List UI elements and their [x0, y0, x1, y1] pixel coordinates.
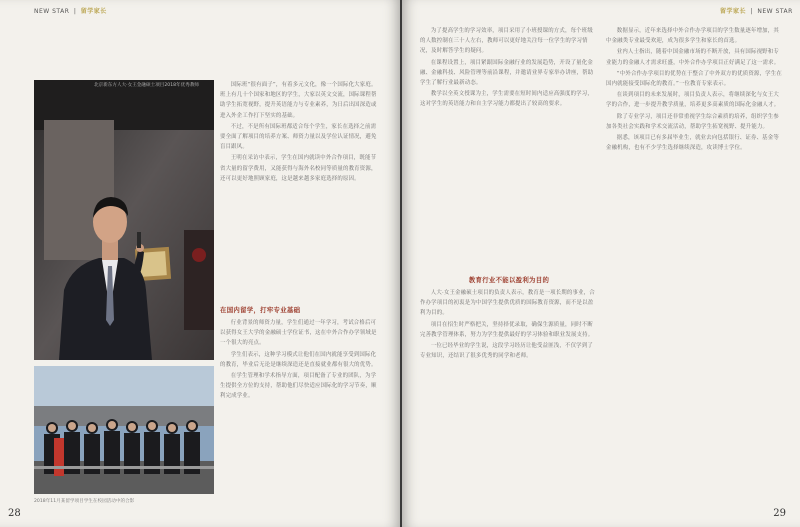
page-number: 29 [773, 508, 786, 519]
paragraph: 项目在招生时严格把关，坚持择优录取，确保生源质量，同时不断完善教学管理体系，努力为学生提供最好的学习体验和职业发展支持。 [420, 321, 594, 338]
paragraph: 在学生管理和学术指导方面，项目配备了专业的团队，为学生提供全方位的支持，帮助他们尽快适应国际化的学习节奏，顺利完成学业。 [220, 373, 377, 400]
header-section: 留学家长 [720, 8, 747, 15]
paragraph: 业内人士指出，随着中国金融市场的不断开放，具有国际视野和专业能力的金融人才需求旺盛，中外合作办学项目正好满足了这一需求。 [606, 49, 780, 66]
speaker-illustration [34, 80, 214, 360]
right-page [402, 0, 800, 527]
section-subhead: 在国内留学，打牢专业基础 [220, 306, 301, 314]
right-text-column-2 [606, 26, 784, 496]
paragraph: 在课程设置上，项目紧跟国际金融行业的发展趋势，开设了量化金融、金融科技、风险管理等前沿课程，并邀请业界专家举办讲座，帮助学生了解行业最新动态。 [420, 59, 594, 87]
paragraph: 一位已经毕业的学生说，这段学习经历让他受益匪浅，不仅学到了专业知识，还结识了很多优秀的同学和老师。 [420, 343, 593, 360]
paragraph: 国际班“很有面子”，有着多元文化，像一个国际化大家庭。班上有几十个国家和地区的学生，大家以英文交流，国际课程帮助学生拓宽视野，提升英语能力与专业素养，为日后出国深造或进入外企工作打下坚实的基础。 [220, 82, 377, 119]
header-section: 留学家长 [80, 8, 107, 15]
page-header: NEW STAR | 留学家长 [34, 8, 107, 15]
left-text-column-bottom [220, 300, 380, 490]
paragraph: 王明在采访中表示，学生在国内就读中外合作项目，既能节省大量的留学费用，又能获得与海外名校同等质量的教育资源，还可以更好地照顾家庭，这是越来越多家庭选择的原因。 [220, 155, 377, 182]
paragraph: 教学以全英文授课为主，学生需要在短时间内适应高强度的学习，这对学生的英语能力和自主学习能力都提出了较高的要求。 [420, 91, 593, 108]
right-text-column-1-bottom [420, 270, 598, 500]
header-brand: NEW STAR [34, 8, 70, 15]
paragraph: 除了专业学习，项目还非常重视学生综合素质的培养，组织学生参加各类社会实践和学术交流活动，帮助学生拓宽视野、提升能力。 [606, 113, 779, 130]
left-text-column-top [220, 80, 380, 320]
section-subhead: 教育行业不能以盈利为目的 [468, 276, 550, 284]
group-photo [34, 366, 214, 494]
paragraph: 数据显示，近年来选择中外合作办学项目的学生数量逐年增加，其中金融类专业最受欢迎，成为很多学生和家长的首选。 [606, 28, 779, 45]
paragraph: 在谈到项目的未来发展时，项目负责人表示，将继续深化与女王大学的合作，进一步提升教学质量，培养更多高素质的国际化金融人才。 [606, 92, 780, 109]
page-header: 留学家长 | NEW STAR [720, 8, 793, 15]
paragraph: 不过，不是所有国际班都适合每个学生，家长在选择之前需要全面了解项目的培养方案、师资力量以及学位认证情况，避免盲目跟风。 [220, 123, 377, 151]
right-text-column-1 [420, 26, 598, 276]
page-number: 28 [8, 508, 21, 519]
photo-caption-bottom: 2018年11月某留学项目学生在校园活动中的合影 [34, 499, 135, 504]
group-illustration [34, 366, 214, 494]
speaker-photo [34, 80, 214, 360]
photo-caption-top: 北京新东方人大·女王金融硕士项目2018年优秀教师 [94, 83, 200, 88]
paragraph: 人大·女王金融硕士项目的负责人表示，教育是一项长期的事业，合作办学项目的初衷是为中国学生提供优质的国际教育资源，而不是以盈利为目的。 [420, 290, 595, 317]
paragraph: 为了提高学生的学习效率，项目采用了小班授课的方式，每个班级的人数控制在三十人左右，教师可以更好地关注每一位学生的学习情况，及时解答学生的疑问。 [420, 28, 593, 55]
paragraph: 行业背景的师资力量，学生们通过一年学习，考试合格后可以获得女王大学的金融硕士学位证书，这在中外合作办学领域是一个很大的亮点。 [220, 320, 377, 347]
paragraph: 学生们表示，这种学习模式让他们在国内就能享受到国际化的教育，毕业后无论是继续深造还是直接就业都有很大的优势。 [220, 351, 377, 368]
header-brand: NEW STAR [757, 8, 793, 15]
paragraph: “中外合作办学项目的优势在于整合了中外双方的优质资源，学生在国内就能接受国际化的教育。”一位教育专家表示。 [606, 70, 782, 88]
paragraph: 据悉，该项目已有多届毕业生，就业去向包括银行、证券、基金等金融机构，也有不少学生选择继续深造，攻读博士学位。 [606, 135, 779, 152]
